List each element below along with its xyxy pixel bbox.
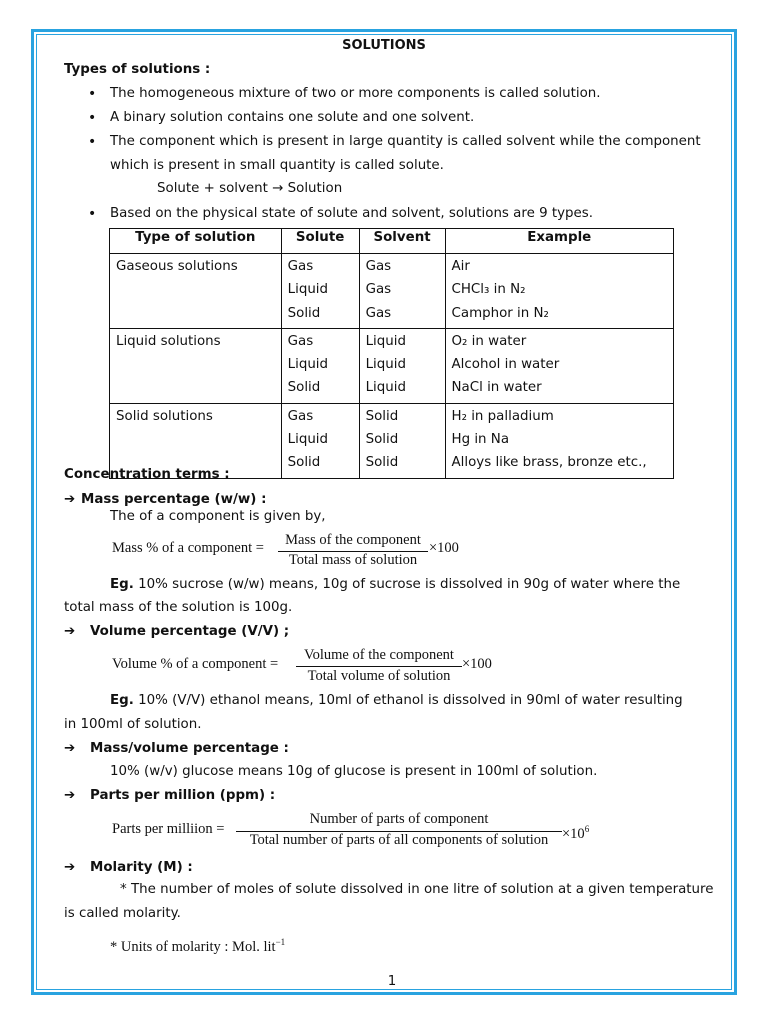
formula-denominator: Total volume of solution xyxy=(307,668,451,684)
table-header: Example xyxy=(445,229,673,254)
formula-numerator: Volume of the component xyxy=(304,647,454,663)
solute-cell: Liquid xyxy=(287,282,329,298)
example-cell: Alloys like brass, bronze etc., xyxy=(451,455,647,471)
bullet-text-3a: The component which is present in large quantity is called solvent while the component xyxy=(110,134,701,149)
eg-label: Eg. xyxy=(110,577,134,592)
mass-eg-line1 xyxy=(110,577,680,593)
formula-multiplier: ×100 xyxy=(429,540,459,556)
ppm-formula xyxy=(112,811,612,851)
bullet-dot: • xyxy=(88,134,97,150)
volume-percentage-formula xyxy=(112,647,502,687)
example-cell: H₂ in palladium xyxy=(451,408,554,424)
mass-percentage-intro: The of a component is given by, xyxy=(110,509,326,524)
solute-cell: Gas xyxy=(287,333,314,349)
multiplier-base: ×10 xyxy=(562,825,585,842)
units-exponent: −1 xyxy=(275,937,286,947)
solute-cell: Solid xyxy=(287,455,321,471)
table-header: Solvent xyxy=(359,229,445,254)
formula-denominator: Total mass of solution xyxy=(288,552,418,568)
bullet-text-4: Based on the physical state of solute and solvent, solutions are 9 types. xyxy=(110,206,593,221)
volume-eg-line2: in 100ml of solution. xyxy=(64,717,202,732)
solute-cell: Liquid xyxy=(287,432,329,448)
example-cell: Camphor in N₂ xyxy=(451,305,549,321)
solute-cell: Liquid xyxy=(287,357,329,373)
solvent-cell: Liquid xyxy=(365,380,406,396)
mass-eg-line2: total mass of the solution is 100g. xyxy=(64,600,293,615)
units-label: * Units of molarity : xyxy=(110,938,233,955)
formula-denominator: Total number of parts of all components of solution xyxy=(249,832,549,848)
example-cell: CHCl₃ in N₂ xyxy=(451,282,526,298)
table-header: Type of solution xyxy=(110,229,282,254)
volume-percentage-heading: Volume percentage (V/V) ; xyxy=(90,624,290,639)
solution-type: Liquid solutions xyxy=(116,333,221,349)
mass-volume-text: 10% (w/v) glucose means 10g of glucose is present in 100ml of solution. xyxy=(110,764,598,779)
solution-types-table xyxy=(109,228,674,479)
table-row xyxy=(110,254,674,329)
mass-volume-heading: Mass/volume percentage : xyxy=(90,741,289,756)
ppm-heading: Parts per million (ppm) : xyxy=(90,788,276,803)
solute-cell: Gas xyxy=(287,408,314,424)
formula-lhs: Mass % of a component = xyxy=(112,540,264,556)
bullet-dot: • xyxy=(88,110,97,126)
solvent-cell: Solid xyxy=(365,455,399,471)
section-heading-concentration: Concentration terms : xyxy=(64,467,230,482)
formula-numerator: Mass of the component xyxy=(285,532,421,548)
bullet-text-1: The homogeneous mixture of two or more components is called solution. xyxy=(110,86,601,101)
solute-cell: Solid xyxy=(287,380,321,396)
molarity-heading: Molarity (M) : xyxy=(90,860,193,875)
eg-text: 10% sucrose (w/w) means, 10g of sucrose is dissolved in 90g of water where the xyxy=(133,577,681,592)
solvent-cell: Gas xyxy=(365,259,392,274)
molarity-def-line1: * The number of moles of solute dissolved in one litre of solution at a given temperature xyxy=(120,882,714,897)
formula-multiplier: ×100 xyxy=(462,656,492,672)
formula-numerator: Number of parts of component xyxy=(309,811,489,827)
solvent-cell: Solid xyxy=(365,432,399,448)
solvent-cell: Gas xyxy=(365,282,392,298)
solvent-cell: Liquid xyxy=(365,357,406,373)
arrow-bullet-icon: ➔ xyxy=(64,624,76,639)
eg-text: 10% (V/V) ethanol means, 10ml of ethanol is dissolved in 90ml of water resulting xyxy=(133,693,683,708)
eg-label: Eg. xyxy=(110,693,134,708)
bullet-dot: • xyxy=(88,86,97,102)
solution-type: Gaseous solutions xyxy=(116,259,238,274)
volume-eg-line1 xyxy=(110,693,683,709)
example-cell: Air xyxy=(451,259,470,274)
solution-equation: Solute + solvent → Solution xyxy=(157,181,343,196)
table-header: Solute xyxy=(281,229,359,254)
solute-cell: Solid xyxy=(287,305,321,321)
molarity-units xyxy=(110,934,285,955)
multiplier-exponent: 6 xyxy=(584,824,590,834)
solvent-cell: Solid xyxy=(365,408,399,424)
table-row xyxy=(110,328,674,403)
solvent-cell: Liquid xyxy=(365,333,406,349)
page-number: 1 xyxy=(387,974,397,989)
solute-cell: Gas xyxy=(287,259,314,274)
formula-lhs: Parts per milliion = xyxy=(112,821,225,837)
arrow-bullet-icon: ➔ xyxy=(64,741,76,756)
fraction-bar xyxy=(296,666,462,667)
arrow-bullet-icon: ➔ xyxy=(64,788,76,803)
example-cell: Hg in Na xyxy=(451,432,510,448)
bullet-text-2: A binary solution contains one solute and one solvent. xyxy=(110,110,475,125)
solution-type: Solid solutions xyxy=(116,408,213,424)
example-cell: NaCl in water xyxy=(451,380,542,396)
example-cell: Alcohol in water xyxy=(451,357,560,373)
bullet-text-3b: which is present in small quantity is called solute. xyxy=(110,158,444,173)
formula-lhs: Volume % of a component = xyxy=(112,656,279,672)
formula-multiplier xyxy=(562,821,589,842)
units-value: Mol. lit xyxy=(232,938,276,955)
solvent-cell: Gas xyxy=(365,305,392,321)
table-header-row xyxy=(110,229,674,254)
molarity-def-line2: is called molarity. xyxy=(64,906,181,921)
page-title: SOLUTIONS xyxy=(342,38,426,53)
bullet-dot: • xyxy=(88,206,97,222)
section-heading-types: Types of solutions : xyxy=(64,62,211,77)
arrow-bullet-icon: ➔ xyxy=(64,860,76,875)
arrow-bullet-icon: ➔ xyxy=(64,492,76,507)
mass-percentage-heading: Mass percentage (w/w) : xyxy=(81,492,267,507)
example-cell: O₂ in water xyxy=(451,333,527,349)
mass-percentage-formula xyxy=(112,532,472,572)
